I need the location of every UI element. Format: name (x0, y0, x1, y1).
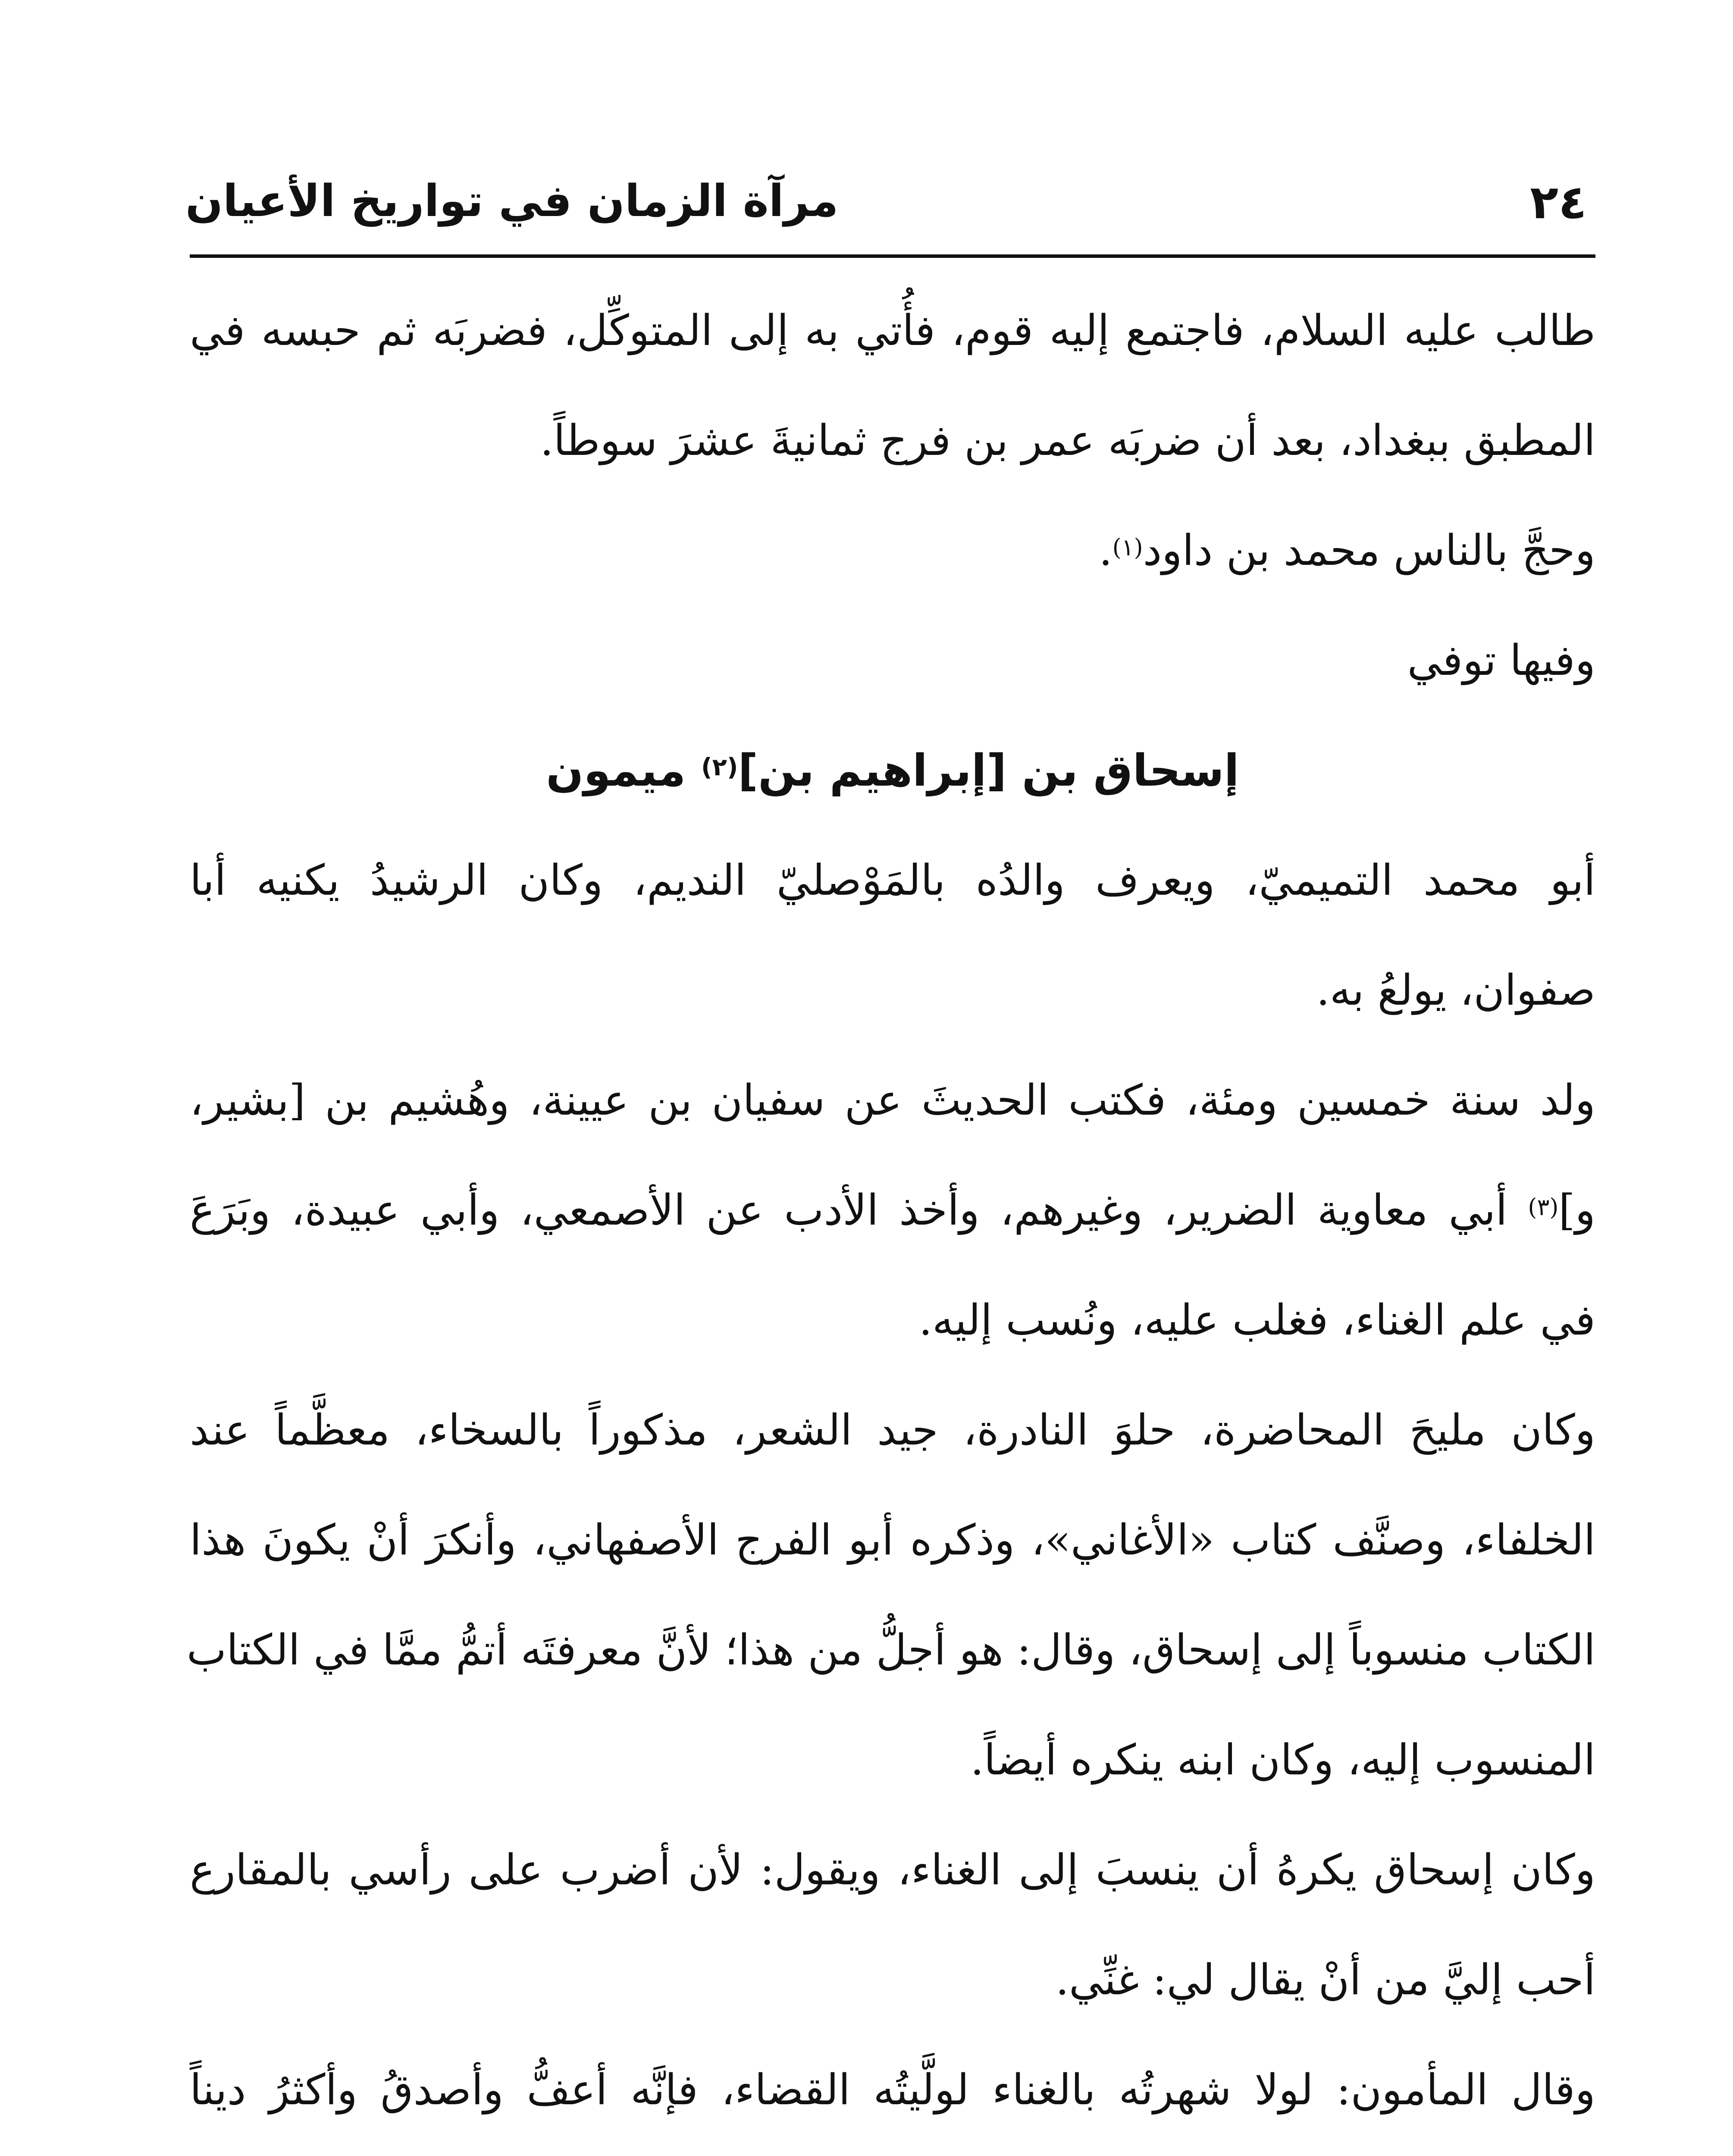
text-line: طالب عليه السلام، فاجتمع إليه قوم، فأُتي به إلى المتوكِّل، فضربَه ثم حبسه في (190, 306, 1595, 355)
text-line: أحب إليَّ من أنْ يقال لي: غنِّي. (1055, 1955, 1595, 2005)
text-line: وقال المأمون: لولا شهرتُه بالغناء لولَّيتُه القضاء، فإنَّه أعفُّ وأصدقُ وأكثرُ ديناً (190, 2065, 1595, 2115)
footnote-ref: (٢) (701, 753, 738, 781)
text-line: المنسوب إليه، وكان ابنه ينكره أيضاً. (970, 1736, 1595, 1785)
text-line: الكتاب منسوباً إلى إسحاق، وقال: هو أجلُّ من هذا؛ لأنَّ معرفتَه أتمُّ ممَّا في الكتاب (186, 1626, 1595, 1675)
footnote-ref: (٣) (1528, 1193, 1559, 1221)
footnote-ref: (١) (1112, 533, 1143, 561)
page-number: ٢٤ (1530, 175, 1587, 229)
line-text: . (1099, 526, 1113, 575)
text-line: الخلفاء، وصنَّف كتاب «الأغاني»، وذكره أبو الفرج الأصفهاني، وأنكرَ أنْ يكونَ هذا (190, 1516, 1595, 1565)
text-line: وكان إسحاق يكرهُ أن ينسبَ إلى الغناء، ويقول: لأن أضرب على رأسي بالمقارع (190, 1846, 1595, 1895)
text-line (190, 2145, 1595, 2156)
heading-text: إسحاق بن [إبراهيم بن] (738, 745, 1239, 796)
text-line (190, 1156, 1595, 1266)
line-text: و] (1558, 1186, 1595, 1235)
text-line: وكان مليحَ المحاضرة، حلوَ النادرة، جيد الشعر، مذكوراً بالسخاء، معظَّماً عند (190, 1406, 1595, 1455)
text-line: وفيها توفي (1407, 636, 1595, 685)
running-title: مرآة الزمان في تواريخ الأعيان (185, 175, 839, 227)
text-line: في علم الغناء، فغلب عليه، ونُسب إليه. (918, 1296, 1595, 1345)
body-text (186, 276, 1595, 2156)
text-line: صفوان، يولعُ به. (1316, 966, 1595, 1015)
line-text: وحجَّ بالناس محمد بن داود (1143, 526, 1595, 575)
text-line (190, 496, 1595, 606)
heading-text: ميمون (546, 745, 701, 796)
section-heading (190, 716, 1595, 826)
line-text: أبي معاوية الضرير، وغيرهم، وأخذ الأدب عن الأصمعي، وأبي عبيدة، وبَرَعَ (190, 1186, 1528, 1235)
header-rule (190, 254, 1595, 258)
text-line: ولد سنة خمسين ومئة، فكتب الحديثَ عن سفيان بن عيينة، وهُشيم بن [بشير، (190, 1076, 1595, 1125)
text-line: أبو محمد التميميّ، ويعرف والدُه بالمَوْصليّ النديم، وكان الرشيدُ يكنيه أبا (190, 856, 1595, 905)
text-line: المطبق ببغداد، بعد أن ضربَه عمر بن فرج ثمانيةَ عشرَ سوطاً. (540, 416, 1595, 465)
